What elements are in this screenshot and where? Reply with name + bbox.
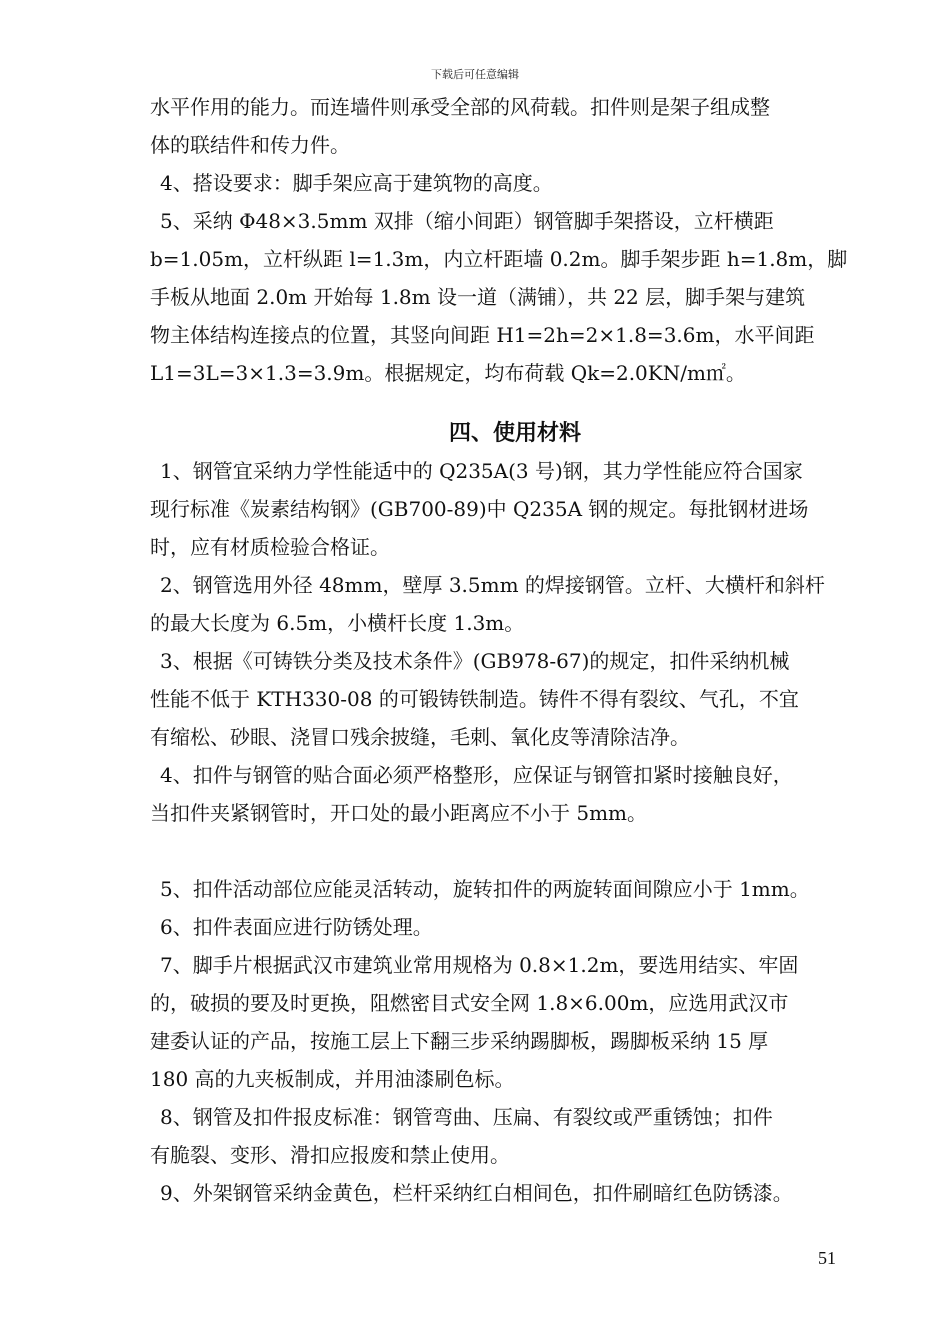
- paragraph-line: 5、扣件活动部位应能灵活转动，旋转扣件的两旋转面间隙应小于 1mm。: [160, 877, 810, 901]
- paragraph-line: 4、扣件与钢管的贴合面必须严格整形，应保证与钢管扣紧时接触良好，: [160, 763, 793, 787]
- paragraph-line: 9、外架钢管采纳金黄色，栏杆采纳红白相间色，扣件刷暗红色防锈漆。: [160, 1181, 793, 1205]
- paragraph-line: 有脆裂、变形、滑扣应报废和禁止使用。: [150, 1143, 510, 1167]
- paragraph-line: L1=3L=3×1.3=3.9m。根据规定，均布荷载 Qk=2.0KN/m㎡。: [150, 361, 746, 385]
- section-title: 四、使用材料: [448, 420, 581, 446]
- paragraph-line: 的，破损的要及时更换，阻燃密目式安全网 1.8×6.00m，应选用武汉市: [150, 991, 789, 1015]
- paragraph-line: 1、钢管宜采纳力学性能适中的 Q235A(3 号)钢，其力学性能应符合国家: [160, 459, 803, 483]
- page-header: 下载后可任意编辑: [431, 68, 519, 81]
- document-body: [150, 88, 880, 1212]
- paragraph-line: 现行标准《炭素结构钢》(GB700-89)中 Q235A 钢的规定。每批钢材进场: [150, 497, 809, 521]
- paragraph-line: 2、钢管选用外径 48mm，壁厚 3.5mm 的焊接钢管。立杆、大横杆和斜杆: [160, 573, 825, 597]
- paragraph-line: 手板从地面 2.0m 开始每 1.8m 设一道（满铺），共 22 层，脚手架与建筑: [150, 285, 806, 309]
- blank-line: [150, 832, 880, 870]
- paragraph-line: 时，应有材质检验合格证。: [150, 535, 390, 559]
- paragraph-line: 7、脚手片根据武汉市建筑业常用规格为 0.8×1.2m，要选用结实、牢固: [160, 953, 799, 977]
- paragraph-line: 8、钢管及扣件报皮标准：钢管弯曲、压扁、有裂纹或严重锈蚀；扣件: [160, 1105, 773, 1129]
- paragraph-line: 5、采纳 Φ48×3.5mm 双排（缩小间距）钢管脚手架搭设，立杆横距: [160, 209, 774, 233]
- paragraph-line: 的最大长度为 6.5m，小横杆长度 1.3m。: [150, 611, 525, 635]
- paragraph-line: 性能不低于 KTH330-08 的可锻铸铁制造。铸件不得有裂纹、气孔，不宜: [150, 687, 799, 711]
- paragraph-line: 有缩松、砂眼、浇冒口残余披缝，毛刺、氧化皮等清除洁净。: [150, 725, 690, 749]
- page-number: 51: [818, 1248, 836, 1268]
- paragraph-line: 180 高的九夹板制成，并用油漆刷色标。: [150, 1067, 515, 1091]
- paragraph-line: 水平作用的能力。而连墙件则承受全部的风荷载。扣件则是架子组成整: [150, 95, 770, 119]
- paragraph-line: 建委认证的产品，按施工层上下翻三步采纳踢脚板，踢脚板采纳 15 厚: [150, 1029, 769, 1053]
- paragraph-line: 3、根据《可铸铁分类及技术条件》(GB978-67)的规定，扣件采纳机械: [160, 649, 790, 673]
- paragraph-line: 体的联结件和传力件。: [150, 133, 350, 157]
- paragraph-line: 6、扣件表面应进行防锈处理。: [160, 915, 433, 939]
- paragraph-line: 4、搭设要求：脚手架应高于建筑物的高度。: [160, 171, 553, 195]
- paragraph-line: 物主体结构连接点的位置，其竖向间距 H1=2h=2×1.8=3.6m，水平间距: [150, 323, 815, 347]
- paragraph-line: b=1.05m，立杆纵距 l=1.3m，内立杆距墙 0.2m。脚手架步距 h=1.8m，脚: [150, 247, 848, 271]
- paragraph-line: 当扣件夹紧钢管时，开口处的最小距离应不小于 5mm。: [150, 801, 648, 825]
